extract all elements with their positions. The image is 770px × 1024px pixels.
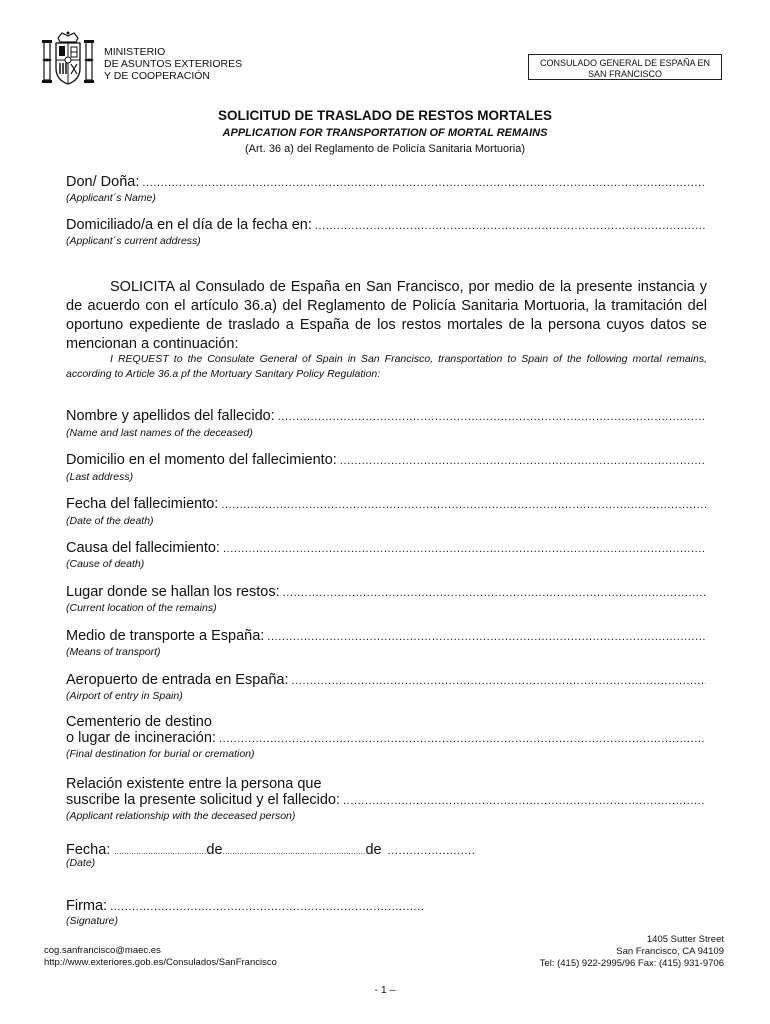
field-hint: (Date) <box>66 857 96 869</box>
regulation-reference: (Art. 36 a) del Reglamento de Policía Sanitaria Mortuoria) <box>244 143 526 155</box>
footer-address-line: San Francisco, CA 94109 <box>616 946 724 957</box>
page-number: - 1 – <box>374 984 396 996</box>
airport-field[interactable] <box>66 672 706 690</box>
field-label-line: Relación existente entre la persona que <box>66 776 322 792</box>
date-month-line: ........................................................... <box>222 847 366 856</box>
cemetery-field[interactable] <box>66 730 706 748</box>
deceased-name-field[interactable] <box>66 408 706 426</box>
fill-line <box>292 675 707 687</box>
ministry-line: MINISTERIO <box>104 46 166 58</box>
consulate-box <box>528 54 722 80</box>
ministry-line: DE ASUNTOS EXTERIORES <box>104 58 243 70</box>
date-de: de <box>206 842 223 858</box>
field-label: Causa del fallecimiento: <box>66 540 220 556</box>
footer-email[interactable]: cog.sanfrancisco@maec.es <box>44 945 161 956</box>
field-hint: (Applicant´s Name) <box>66 192 156 204</box>
footer-address <box>470 934 724 970</box>
field-label: Aeropuerto de entrada en España: <box>66 672 289 688</box>
field-hint: (Name and last names of the deceased) <box>66 427 253 439</box>
field-hint: (Applicant´s current address) <box>66 235 201 247</box>
field-label: suscribe la presente solicitud y el fallecido: <box>66 792 341 808</box>
field-label: o lugar de incineración: <box>66 730 216 746</box>
field-hint: (Final destination for burial or cremation) <box>66 748 255 760</box>
fill-line <box>278 411 706 423</box>
death-date-field[interactable] <box>66 496 706 514</box>
fill-line <box>343 795 706 807</box>
field-hint: (Means of transport) <box>66 646 161 658</box>
fill-line <box>219 733 706 745</box>
consulate-line: SAN FRANCISCO <box>587 68 662 79</box>
signature-field[interactable] <box>66 898 425 916</box>
field-label: Medio de transporte a España: <box>66 628 265 644</box>
signature-line: ...................................................................................... <box>110 901 425 913</box>
field-hint: (Signature) <box>66 915 118 927</box>
field-label-line: Cementerio de destino <box>66 714 212 730</box>
last-address-field[interactable] <box>66 452 706 470</box>
footer-contact <box>44 945 277 969</box>
date-day-line: ...................................... <box>114 847 207 856</box>
death-cause-field[interactable] <box>66 540 706 558</box>
relationship-field[interactable] <box>66 792 706 810</box>
fill-line <box>283 587 706 599</box>
request-paragraph: SOLICITA al Consulado de España en San Francisco, por medio de la presente instancia y de acuerdo con el artículo 36.a) del Reglamento de Policía Sanitaria Mortuoria, la tramitación del oportuno expediente de traslado a España de los restos mortales de la persona cuyos datos se mencionan a continuación: <box>66 279 707 352</box>
transport-field[interactable] <box>66 628 706 646</box>
field-hint: (Current location of the remains) <box>66 602 217 614</box>
request-paragraph-english: I REQUEST to the Consulate General of Spain in San Francisco, transportation to Spain of the following mortal remains, according to Article 36.a pf the Mortuary Sanitary Policy Regulation: <box>66 353 707 380</box>
fill-line <box>142 177 706 189</box>
footer-address-line: Tel: (415) 922-2995/96 Fax: (415) 931-9706 <box>539 958 724 969</box>
coat-of-arms-icon <box>40 30 96 88</box>
field-label: Nombre y apellidos del fallecido: <box>66 408 275 424</box>
field-hint: (Airport of entry in Spain) <box>66 690 183 702</box>
date-field[interactable] <box>66 842 475 860</box>
ministry-name <box>104 46 242 82</box>
signature-label: Firma: <box>66 898 108 914</box>
date-year-line: ........................ <box>387 845 476 857</box>
consulate-line: CONSULADO GENERAL DE ESPAÑA EN <box>539 58 711 68</box>
field-hint: (Last address) <box>66 471 134 483</box>
fill-line <box>267 631 706 643</box>
field-label: Domicilio en el momento del fallecimiento: <box>66 452 337 468</box>
document-title-english: APPLICATION FOR TRANSPORTATION OF MORTAL REMAINS <box>222 127 548 139</box>
date-label: Fecha: <box>66 842 111 858</box>
remains-location-field[interactable] <box>66 584 706 602</box>
field-label: Don/ Doña: <box>66 174 140 190</box>
fill-line <box>223 543 706 555</box>
field-hint: (Cause of death) <box>66 558 145 570</box>
field-label: Domiciliado/a en el día de la fecha en: <box>66 217 312 233</box>
field-hint: (Applicant relationship with the deceased person) <box>66 810 296 822</box>
field-hint: (Date of the death) <box>66 515 154 527</box>
fill-line <box>315 220 706 232</box>
ministry-line: Y DE COOPERACIÓN <box>104 70 210 82</box>
fill-line <box>340 455 706 467</box>
footer-address-line: 1405 Sutter Street <box>646 934 724 945</box>
applicant-name-field[interactable] <box>66 174 706 192</box>
footer-website[interactable]: http://www.exteriores.gob.es/Consulados/SanFrancisco <box>44 957 277 968</box>
field-label: Fecha del fallecimiento: <box>66 496 219 512</box>
date-de: de <box>365 842 382 858</box>
fill-line <box>221 499 706 511</box>
field-label: Lugar donde se hallan los restos: <box>66 584 280 600</box>
document-title: SOLICITUD DE TRASLADO DE RESTOS MORTALES <box>217 108 552 123</box>
applicant-address-field[interactable] <box>66 217 706 235</box>
